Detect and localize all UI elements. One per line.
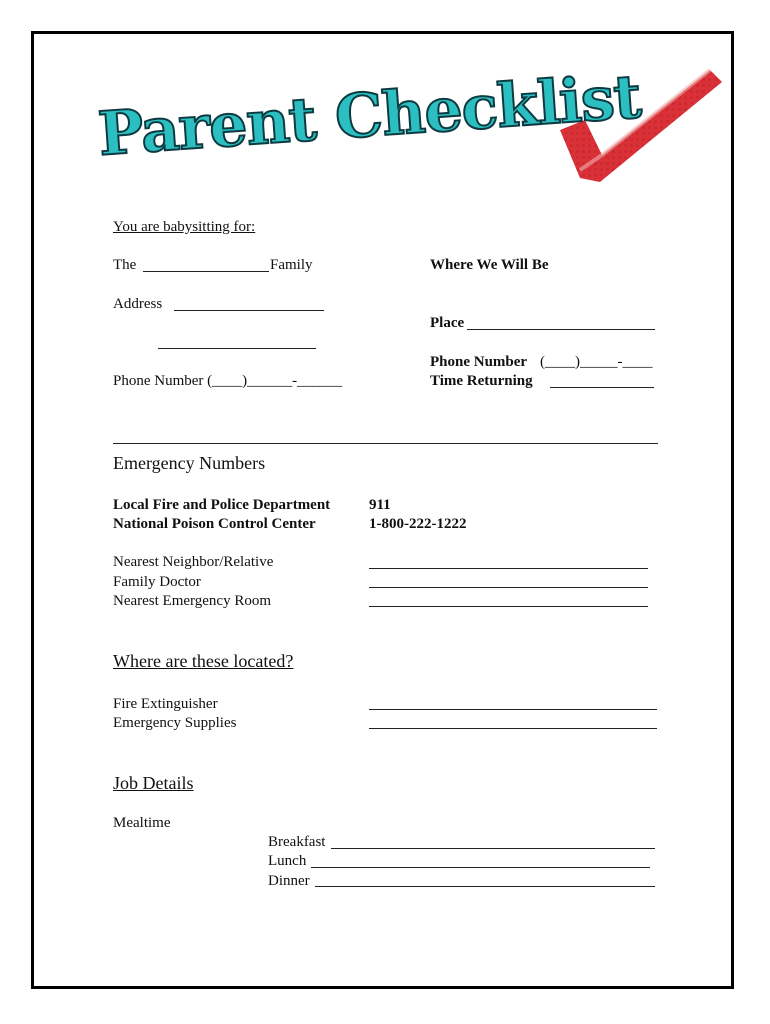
lunch-label: Lunch [268,853,307,869]
emergency-room-label: Nearest Emergency Room [113,593,272,609]
mealtime-label: Mealtime [113,815,171,831]
fire-police-label: Local Fire and Police Department [113,497,331,513]
dinner-blank[interactable] [315,886,655,887]
fire-extinguisher-label: Fire Extinguisher [113,696,218,712]
parent-phone-label: Phone Number [430,354,528,370]
poison-control-number: 1-800-222-1222 [369,516,467,532]
address-blank-1[interactable] [174,310,324,311]
poison-control-label: National Poison Control Center [113,516,316,532]
where-we-will-be-label: Where We Will Be [430,257,549,273]
fire-extinguisher-blank[interactable] [369,709,657,710]
page-title: Parent Checklist [96,62,643,170]
lunch-blank[interactable] [311,867,650,868]
section-divider [113,443,658,444]
address-blank-2[interactable] [158,348,316,349]
dinner-label: Dinner [268,873,310,889]
emergency-supplies-blank[interactable] [369,728,657,729]
job-details-heading: Job Details [113,773,194,793]
family-doctor-blank[interactable] [369,587,648,588]
place-blank[interactable] [467,329,655,330]
family-doctor-label: Family Doctor [113,574,201,590]
breakfast-label: Breakfast [268,834,326,850]
parent-phone-blank[interactable]: (____)_____-____ [540,354,653,370]
phone-number-field[interactable]: Phone Number (____)______-______ [113,373,343,389]
babysitting-for-label: You are babysitting for: [113,219,256,235]
time-returning-label: Time Returning [430,373,533,389]
nearest-neighbor-blank[interactable] [369,568,648,569]
time-returning-blank[interactable] [550,387,654,388]
address-label: Address [113,296,163,312]
nearest-neighbor-label: Nearest Neighbor/Relative [113,554,274,570]
family-name-blank[interactable] [143,271,269,272]
family-label: Family [270,257,313,273]
place-label: Place [430,315,465,331]
emergency-numbers-heading: Emergency Numbers [113,453,266,473]
the-label: The [113,257,137,273]
breakfast-blank[interactable] [331,848,655,849]
fire-police-number: 911 [369,497,391,513]
locations-heading: Where are these located? [113,651,294,671]
emergency-room-blank[interactable] [369,606,648,607]
emergency-supplies-label: Emergency Supplies [113,715,237,731]
